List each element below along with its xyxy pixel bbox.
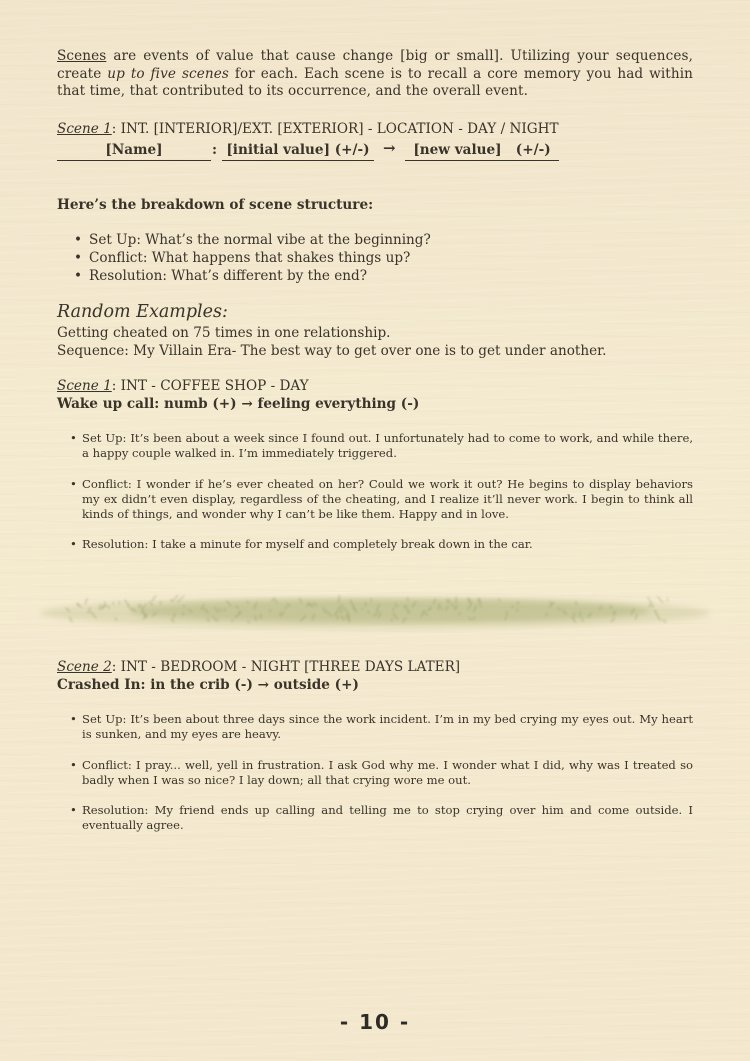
grass-blade bbox=[138, 605, 139, 608]
scene2-heading bbox=[57, 659, 460, 676]
grass-blade bbox=[232, 620, 233, 622]
grass-blade bbox=[658, 597, 664, 603]
list-item: • Conflict: I wonder if he’s ever cheated on her? Could we work it out? He begins to display behaviors my ex didn’t even display, regardless of the cheating, and I realize it’ll never work. I begin to think all kinds of things, and wonder why I can’t be like them. Happy and in love. bbox=[57, 477, 693, 523]
page-number: - 10 - bbox=[339, 1010, 411, 1034]
template-scene-label: Scene 1 bbox=[57, 121, 112, 137]
scene2-heading-text: : INT - BEDROOM - NIGHT [THREE DAYS LATER] bbox=[111, 659, 461, 675]
scene1-value-line: Wake up call: numb (+) → feeling everything (-) bbox=[57, 396, 420, 412]
scene2-label: Scene 2 bbox=[57, 659, 112, 675]
scene2-beats bbox=[57, 712, 693, 849]
list-item: • Set Up: It’s been about three days since the work incident. I’m in my bed crying my eyes out. My heart is sunken, and my eyes are heavy. bbox=[57, 712, 693, 742]
grass-blade bbox=[152, 596, 157, 602]
grass-blade bbox=[184, 605, 185, 608]
list-item: • Resolution: I take a minute for myself and completely break down in the car. bbox=[57, 537, 693, 552]
grass-blade bbox=[409, 610, 410, 613]
template-new-slot bbox=[405, 142, 559, 161]
template-initial-slot: [initial value] (+/-) bbox=[222, 142, 374, 161]
template-scene-heading bbox=[57, 121, 697, 138]
grass-blade bbox=[85, 598, 87, 604]
grass-blade bbox=[456, 597, 457, 604]
intro-paragraph bbox=[57, 48, 693, 101]
intro-emphasis: up to five scenes bbox=[107, 65, 229, 82]
scene1-heading bbox=[57, 378, 309, 395]
list-item: • Set Up: What’s the normal vibe at the beginning? bbox=[74, 232, 431, 250]
scene1-beats bbox=[57, 431, 693, 568]
grass-blade bbox=[113, 602, 114, 605]
scene1-heading-text: : INT - COFFEE SHOP - DAY bbox=[111, 378, 309, 394]
list-item: • Conflict: What happens that shakes things up? bbox=[74, 250, 431, 268]
list-item: • Conflict: I pray... well, yell in frustration. I ask God why me. I wonder what I did, why was I treated so badly when I was so nice? I lay down; all that crying wore me out. bbox=[57, 758, 693, 788]
scenes-term: Scenes bbox=[57, 48, 107, 64]
random-line-2: Sequence: My Villain Era- The best way to get over one is to get under another. bbox=[57, 343, 607, 359]
grass-divider-decoration bbox=[30, 583, 720, 639]
breakdown-heading: Here’s the breakdown of scene structure: bbox=[57, 197, 374, 213]
grass-blade bbox=[648, 597, 650, 601]
grass-blade bbox=[667, 598, 668, 601]
list-item: • Resolution: My friend ends up calling and telling me to stop crying over him and come outside. I eventually agree. bbox=[57, 803, 693, 833]
template-new-sign: (+/-) bbox=[515, 142, 551, 158]
random-line-1: Getting cheated on 75 times in one relationship. bbox=[57, 325, 391, 341]
scene2-value-line: Crashed In: in the crib (-) → outside (+) bbox=[57, 677, 359, 693]
grass-blade bbox=[576, 601, 577, 605]
grass-blade bbox=[337, 615, 338, 620]
list-item: • Set Up: It’s been about a week since I found out. I unfortunately had to come to work, and while there, a happy couple walked in. I’m immediately triggered. bbox=[57, 431, 693, 461]
template-scene-text: : INT. [INTERIOR]/EXT. [EXTERIOR] - LOCATION - DAY / NIGHT bbox=[111, 121, 559, 137]
list-item: • Resolution: What’s different by the end? bbox=[74, 268, 431, 286]
template-value-row bbox=[57, 139, 617, 164]
grass-blade bbox=[270, 609, 271, 612]
arrow-icon: → bbox=[383, 139, 396, 157]
template-name-slot: [Name] bbox=[57, 142, 211, 161]
template-colon: : bbox=[212, 142, 218, 158]
intro-text-a: are events of value that cause change [big or small]. Utilizing your sequences, create bbox=[57, 48, 693, 82]
breakdown-list bbox=[74, 232, 431, 285]
intro-text-b: for each. Each scene is to recall a core memory you had within that time, that contributed to its occurrence, and the overall event. bbox=[57, 65, 693, 99]
random-examples-title: Random Examples: bbox=[57, 302, 228, 322]
scene1-label: Scene 1 bbox=[57, 378, 112, 394]
template-new-value: [new value] bbox=[413, 142, 502, 158]
